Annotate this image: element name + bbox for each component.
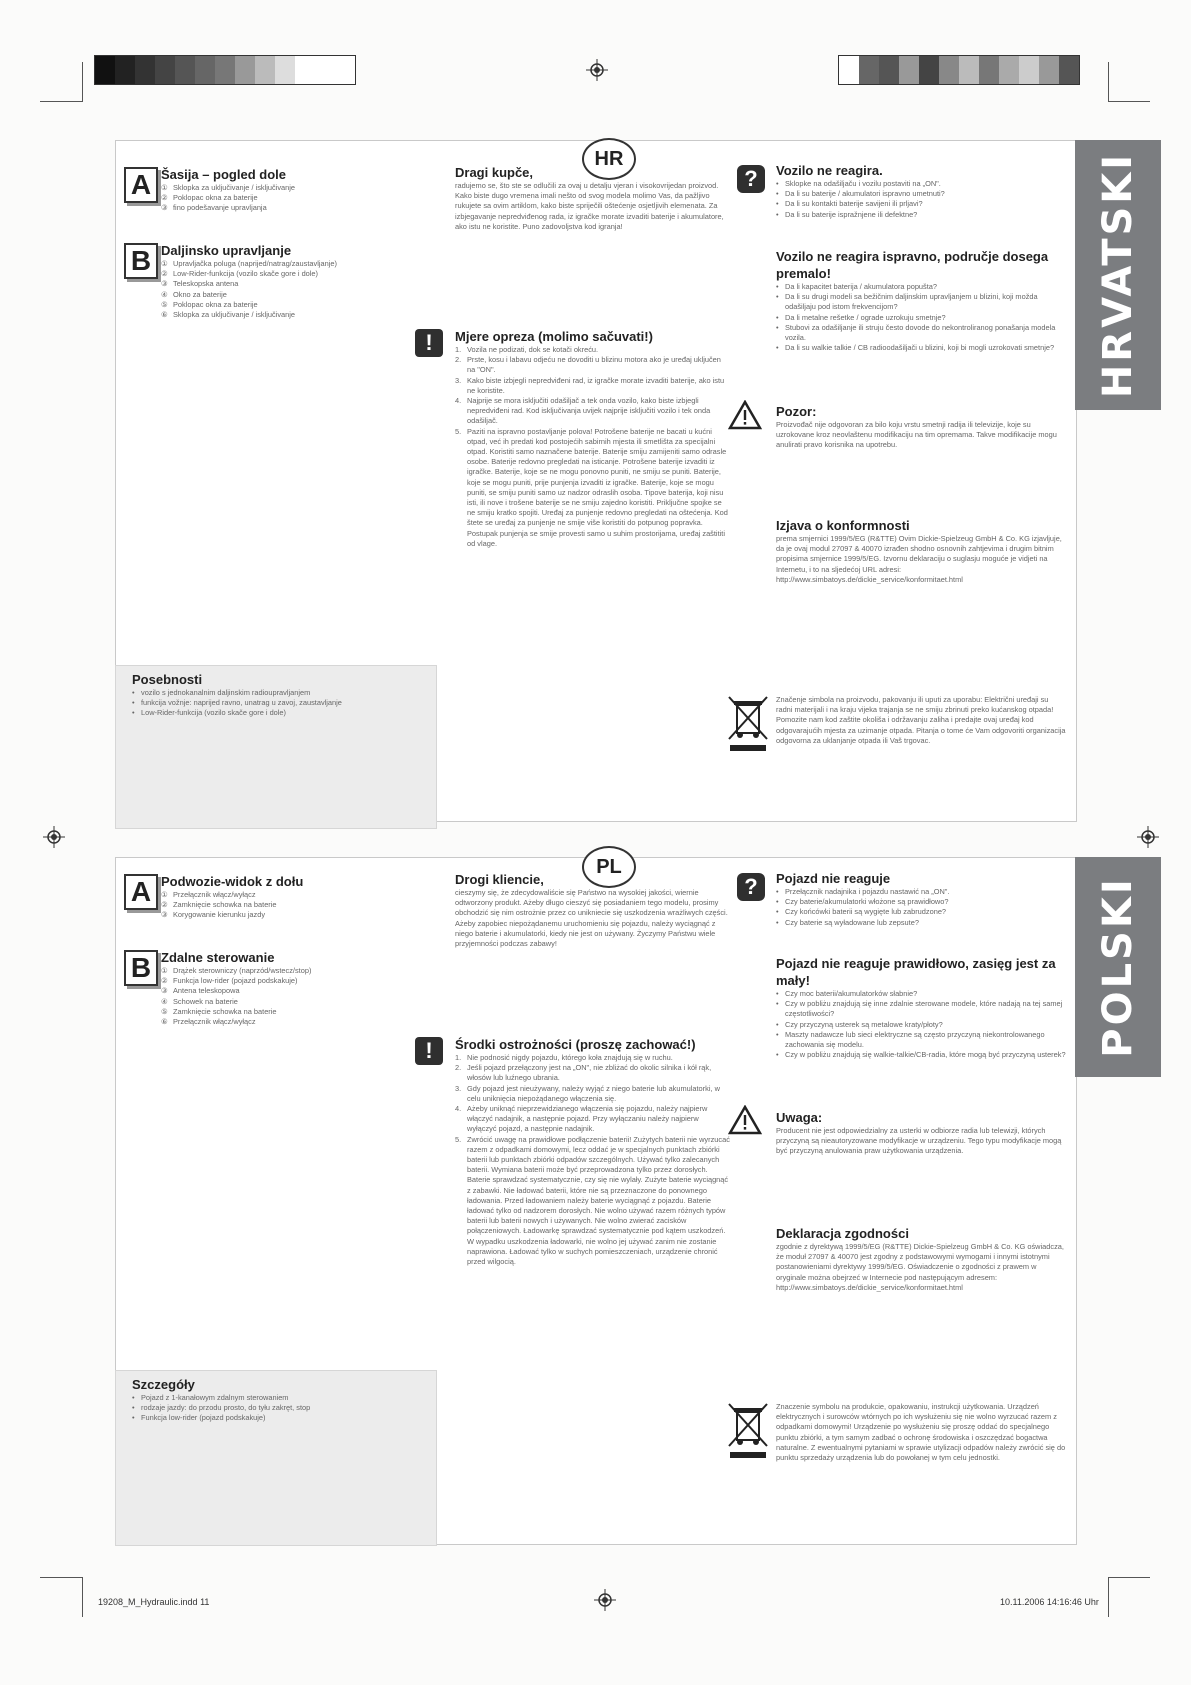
pl-section-a-letter: A [124, 874, 158, 910]
pl-features-title: Szczegóły [132, 1377, 195, 1392]
list-item: 5. Zwrócić uwagę na prawidłowe podłączenie baterii! Zużytych baterii nie wyrzucać razem z odpadkami domowymi, lecz oddać je w specjalnych punktach zbiórki baterii lub punktach zbiórki odpadów szczególnych. Używać tylko zalecanych baterii. Wymiana baterii może być przeprowadzona tylko przez dorosłych. Baterie sprawdzać systematycznie, czy się nie wylały. Zużyte baterie wyciągnąć z zabawki. Nie ładować baterii, które nie są przeznaczone do ponownego ładowania. Przed ładowaniem należy baterie wyciągnąć z pojazdu. Baterie ładować tylko od nadzorem dorosłych. Nie wolno używać razem różnych typów baterii lub baterii nowych i używanych. Nie wolno zwierać zacisków połączeniowych. Ładowarkę sprawdzać systematycznie pod kątem uszkodzeń. W wypadku uszkodzenia ładowarki, nie wolno jej używać zanim nie zostanie naprawiona. Ładować tylko w suchych pomieszczeniach, urządzenie chronić przed wilgocią. [455, 1134, 730, 1267]
list-item: ⑤ Zamknięcie schowka na baterie [161, 1006, 277, 1016]
crop-mark [1108, 62, 1109, 102]
hr-language-badge: HR [582, 138, 636, 180]
pl-no-proper-reaction-list [776, 989, 1066, 1060]
pl-language-badge: PL [582, 846, 636, 888]
registration-mark-icon [594, 1589, 616, 1611]
list-item: ① Drążek sterowniczy (naprzód/wstecz/stop) [161, 966, 312, 975]
pl-no-reaction-list [776, 887, 1066, 928]
list-item: ③ Teleskopska antena [161, 279, 239, 289]
list-item: • Czy w pobliżu znajdują się walkie-talkie/CB-radia, które mogą być przyczyną usterek? [776, 1050, 1066, 1060]
list-item: • Da li su walkie talkie / CB radioodašiljači u blizini, koji bi mogli uzrokovati smetnje? [776, 343, 1055, 353]
list-item: • Da li su baterije ispražnjene ili defektne? [776, 209, 918, 219]
hr-section-a-letter: A [124, 167, 158, 203]
list-item: ③ fino podešavanje upravljanja [161, 203, 267, 213]
hr-section-b-letter: B [124, 243, 158, 279]
pl-no-proper-reaction-title: Pojazd nie reaguje prawidłowo, zasięg jest za mały! [776, 956, 1056, 988]
hr-chassis-title: Šasija – pogled dole [161, 167, 286, 182]
registration-mark-icon [1137, 826, 1159, 848]
density-bar-left [94, 55, 356, 85]
list-item: 4. Najprije se mora isključiti odašiljač a tek onda vozilo, kako biste izbjegli nepredviđeni rad. Kod isključivanja uvijek najprije isključiti vozilo i tek onda odašiljač. [455, 396, 711, 426]
hr-safety-list [455, 345, 730, 549]
crop-mark [82, 1577, 83, 1617]
list-item: • Da li metalne rešetke / ograde uzrokuju smetnje? [776, 312, 946, 322]
pl-features-list [132, 1393, 422, 1424]
hr-chassis-list [161, 183, 431, 214]
hr-caution-title: Pozor: [776, 404, 817, 419]
pl-remote-list [161, 966, 431, 1027]
footer-filename: 19208_M_Hydraulic.indd 11 [98, 1597, 210, 1607]
hr-no-proper-reaction-list [776, 282, 1066, 353]
list-item: ① Przełącznik włącz/wyłącz [161, 890, 256, 899]
hr-no-reaction-title: Vozilo ne reagira. [776, 163, 883, 178]
list-item: ② Poklopac okna za baterije [161, 193, 258, 203]
hr-no-reaction-list [776, 179, 1066, 220]
list-item: • Stubovi za odašiljanje ili struju često dovode do nekontroliranog ponašanja modela vozila. [776, 322, 1056, 343]
pl-safety-title: Środki ostrożności (proszę zachować!) [455, 1037, 696, 1052]
list-item: • rodzaje jazdy: do przodu prosto, do tyłu zakręt, stop [132, 1403, 311, 1413]
list-item: • Czy baterie są wyładowane lub zepsute? [776, 917, 919, 927]
list-item: • Czy końcówki baterii są wygięte lub zabrudzone? [776, 907, 947, 917]
hr-features-box [115, 665, 437, 829]
pl-dear-customer-text: cieszymy się, że zdecydowaliście się Państwo na wysokiej jakości, wiernie odtworzony produkt. Ażeby długo cieszyć się posiadaniem tego modelu, prosimy obchodzić się nim ostrożnie przez co unikniecie się uszkodzenia wrażliwych części. Ażeby zapobiec niepożądanemu uruchomieniu się pojazdu, należy wyciągnąć z niego baterie i akumulatorki, kiedy nie jest on używany. Życzymy Państwu wiele przyjemności podczas zabawy! [455, 888, 728, 949]
list-item: ① Sklopka za uključivanje / isključivanje [161, 183, 296, 192]
list-item: ⑥ Sklopka za uključivanje / isključivanje [161, 310, 296, 320]
pl-section-b-letter: B [124, 950, 158, 986]
crossed-bin-icon [726, 693, 770, 753]
list-item: 4. Ażeby uniknąć nieprzewidzianego włączenia się pojazdu, należy najpierw włączyć nadajnik, a następnie pojazd. Przy wyłączaniu należy najpierw wyłączyć pojazd, a następnie nadajnik. [455, 1104, 708, 1134]
warning-triangle-icon [728, 400, 762, 430]
list-item: • Da li su kontakti baterije savijeni ili prljavi? [776, 199, 923, 209]
pl-dear-customer-title: Drogi kliencie, [455, 872, 544, 887]
hr-dear-customer-text: radujemo se, što ste se odlučili za ovaj u detalju vjeran i visokovrijedan proizvod. Kako biste dugo vremena imali nešto od svog modela molimo Vas, da pažljivo rukujete sa ovim artiklom, kako biste spriječili oštećenje osjetljivih elemenata. Za izbjegavanje nepredviđenog rada, iz igračke morate izvaditi baterije i akumulatore, ako istu ne koristite. Puno zadovoljstva kod igranja! [455, 181, 724, 231]
list-item: • Pojazd z 1-kanałowym zdalnym sterowaniem [132, 1393, 289, 1402]
pl-no-reaction-title: Pojazd nie reaguje [776, 871, 891, 886]
warning-triangle-icon [728, 1105, 762, 1135]
list-item: 2. Prste, kosu i labavu odjeću ne dovoditi u blizinu motora ako je uređaj uključen na "ON". [455, 355, 721, 375]
footer-timestamp: 10.11.2006 14:16:46 Uhr [1000, 1597, 1099, 1607]
pl-conformity-title: Deklaracja zgodności [776, 1226, 909, 1241]
pl-features-box [115, 1370, 437, 1546]
list-item: ② Low-Rider-funkcija (vozilo skače gore i dole) [161, 269, 318, 279]
crop-mark [1108, 101, 1150, 102]
list-item: ① Upravljačka poluga (naprijed/natrag/zaustavljanje) [161, 259, 337, 268]
crop-mark [40, 101, 82, 102]
pl-disposal-text: Znaczenie symbolu na produkcie, opakowaniu, instrukcji użytkowania. Urządzeń elektrycznych i surowców wtórnych po ich wysłużeniu się nie wolno wyrzucać razem z odpadkami domowymi! Urządzenie po wysłużeniu się proszę oddać do specjalnego punktu zbiórki, a tym samym zadbać o ochronę środowiska i oszczędzać bogactwa naturalne. Z ewentualnymi pytaniami w sprawie utylizacji odpadów należy zwrócić się do punktu sprzedaży urządzenia lub do powołanej w tym celu jednostki. [776, 1402, 1066, 1463]
list-item: • Maszty nadawcze lub sieci elektryczne są często przyczyną niekontrolowanego zachowania się modelu. [776, 1029, 1045, 1050]
list-item: ⑤ Poklopac okna za baterije [161, 299, 258, 309]
list-item: ⑥ Przełącznik włącz/wyłącz [161, 1017, 256, 1027]
list-item: • Da li kapacitet baterija / akumulatora popušta? [776, 282, 938, 291]
list-item: 1. Vozila ne podizati, dok se kotači okreću. [455, 345, 599, 354]
list-item: • Czy baterie/akumulatorki włożone są prawidłowo? [776, 897, 949, 907]
pl-caution-text: Producent nie jest odpowiedzialny za usterki w odbiorze radia lub telewizji, których przyczyną są nieautoryzowane modyfikacje w urządzeniu. Tego typu modyfikacje mogą być przyczyną anulowania praw użytkowania urządzenia. [776, 1126, 1062, 1156]
pl-caution-title: Uwaga: [776, 1110, 823, 1125]
crop-mark [1108, 1577, 1109, 1617]
hr-features-title: Posebnosti [132, 672, 203, 687]
list-item: • Funkcja low-rider (pojazd podskakuje) [132, 1413, 266, 1423]
list-item: 5. Paziti na ispravno postavljanje polova! Potrošene baterije ne bacati u kućni otpad, već ih predati kod postojećih sabirnih mjesta ili smetlišta za specijalni otpad. Koristiti samo naznačene baterije. Baterije smiju zamijeniti samo odrasle osobe. Baterije redovno pregledati na isticanje. Potrošene baterije izvaditi iz igračke. Baterije, koje se ne mogu ponovno puniti, ne smiju se puniti. Baterije, koje se mogu puniti, prije punjenja izvaditi iz igračke. Baterije, koje se mogu puniti, se smiju puniti samo uz nadzor odraslih osoba. Tipove baterija, koji nisu isti, ili nove i trošene baterije se ne smiju zajedno koristiti. Priključne spojke se ne smiju kratko spojiti. Uređaj za punjenje redovno pregledati na oštećenja. Kod štete se uređaj za punjenje ne smije više koristiti do potpunog popravka. Postupak punjenja se smije provesti samo u suhim prostorijama, uređaj zaštititi od vlage. [455, 426, 728, 548]
pl-conformity-text: zgodnie z dyrektywą 1999/5/EG (R&TTE) Dickie-Spielzeug GmbH & Co. KG oświadcza, że moduł 27097 & 40070 jest zgodny z podstawowymi wymogami i innymi istotnymi postanowieniami dyrektywy 1999/5/EG. Oświadczenie o zgodności z prawem w oryginale można obejrzeć w Internecie pod następującym adresem: http://www.simbatoys.de/dickie_service/konformitaet.html [776, 1242, 1064, 1292]
hr-disposal-text: Značenje simbola na proizvodu, pakovanju ili uputi za uporabu: Električni uređaji su radni materijali i na kraju vijeka trajanja se ne smiju zbrinuti preko kućanskog otpada! Pomozite nam kod zaštite okoliša i održavanju zaliha i predajte ovaj uređaj kod odgovarajućih mjesta za uzimanje otpada. Pitanja o tome će Vam odgovoriti organizacija odgovorna za uklanjanje otpada ili Vaš trgovac. [776, 695, 1066, 745]
list-item: ③ Korygowanie kierunku jazdy [161, 910, 266, 920]
list-item: 2. Jeśli pojazd przełączony jest na „ON", nie zbliżać do okolic silnika i kół rąk, włosów lub luźnego ubrania. [455, 1063, 712, 1083]
pl-chassis-list [161, 890, 431, 921]
hr-no-proper-reaction-title: Vozilo ne reagira ispravno, područje dosega premalo! [776, 249, 1049, 281]
list-item: 3. Kako biste izbjegli nepredviđeni rad, iz igračke morate izvaditi baterije, ako istu ne koristite. [455, 375, 725, 395]
hr-conformity-title: Izjava o konformnosti [776, 518, 910, 533]
pl-chassis-title: Podwozie-widok z dołu [161, 874, 304, 889]
crop-mark [82, 62, 83, 102]
list-item: • Sklopke na odašiljaču i vozilu postaviti na „ON". [776, 179, 941, 188]
hr-language-tab: HRVATSKI [1075, 140, 1161, 410]
list-item: • Czy moc baterii/akumulatorków słabnie? [776, 989, 918, 998]
question-icon: ? [737, 165, 765, 193]
hr-dear-customer-title: Dragi kupče, [455, 165, 534, 180]
exclamation-icon: ! [415, 1037, 443, 1065]
hr-conformity-text: prema smjernici 1999/5/EG (R&TTE) Ovim Dickie-Spielzeug GmbH & Co. KG izjavljuje, da je ovaj modul 27097 & 40070 izrađen shodno osnovnih zahtjevima i drugim bitnim propisima smjernice 1999/5/EG. Izvornu deklaraciju o suglasju moguće je vidjeti na Internetu, i to na sljedećoj URL adresi: http://www.simbatoys.de/dickie_service/konformitaet.html [776, 534, 1062, 584]
density-bar-right [838, 55, 1080, 85]
list-item: ④ Schowek na baterie [161, 996, 238, 1006]
hr-safety-title: Mjere opreza (molimo sačuvati!) [455, 329, 653, 344]
list-item: • Da li su drugi modeli sa bežičnim daljinskim upravljanjem u blizini, koji možda odašiljaju pod istom frekvencijom? [776, 292, 1038, 312]
pl-safety-list [455, 1053, 730, 1267]
list-item: • Czy przyczyną usterek są metalowe kraty/płoty? [776, 1019, 943, 1029]
list-item: ② Funkcja low-rider (pojazd podskakuje) [161, 976, 298, 986]
list-item: • Czy w pobliżu znajdują się inne zdalnie sterowane modele, które nadają na tej samej częstotliwości? [776, 999, 1063, 1019]
pl-language-tab: POLSKI [1075, 857, 1161, 1077]
registration-mark-icon [586, 59, 608, 81]
question-icon: ? [737, 873, 765, 901]
crop-mark [1108, 1577, 1150, 1578]
list-item: ② Zamknięcie schowka na baterie [161, 900, 277, 910]
list-item: • funkcija vožnje: naprijed ravno, unatrag u zavoj, zaustavljanje [132, 698, 342, 708]
crop-mark [40, 1577, 82, 1578]
hr-remote-list [161, 259, 431, 320]
list-item: • Da li su baterije / akumulatori ispravno umetnuti? [776, 189, 945, 199]
pl-remote-title: Zdalne sterowanie [161, 950, 275, 965]
list-item: • Przełącznik nadajnika i pojazdu nastawić na „ON". [776, 887, 950, 896]
list-item: • vozilo s jednokanalnim daljinskim radioupravljanjem [132, 688, 311, 697]
list-item: 3. Gdy pojazd jest nieużywany, należy wyjąć z niego baterie lub akumulatorki, w celu uniknięcia niepożądanego włączenia się. [455, 1083, 720, 1103]
list-item: • Low-Rider-funkcija (vozilo skače gore i dole) [132, 708, 286, 718]
list-item: ④ Okno za baterije [161, 289, 227, 299]
list-item: ③ Antena teleskopowa [161, 986, 240, 996]
exclamation-icon: ! [415, 329, 443, 357]
list-item: 1. Nie podnosić nigdy pojazdu, którego koła znajdują się w ruchu. [455, 1053, 673, 1062]
registration-mark-icon [43, 826, 65, 848]
hr-remote-title: Daljinsko upravljanje [161, 243, 292, 258]
hr-features-list [132, 688, 422, 719]
crossed-bin-icon [726, 1400, 770, 1460]
hr-caution-text: Proizvođač nije odgovoran za bilo koju vrstu smetnji radija ili televizije, koje su uzrokovane kroz neovlaštenu modifikaciju na tim opremama. Takve modifikacije mogu anulirati pravo korisnika na upotrebu. [776, 420, 1057, 450]
